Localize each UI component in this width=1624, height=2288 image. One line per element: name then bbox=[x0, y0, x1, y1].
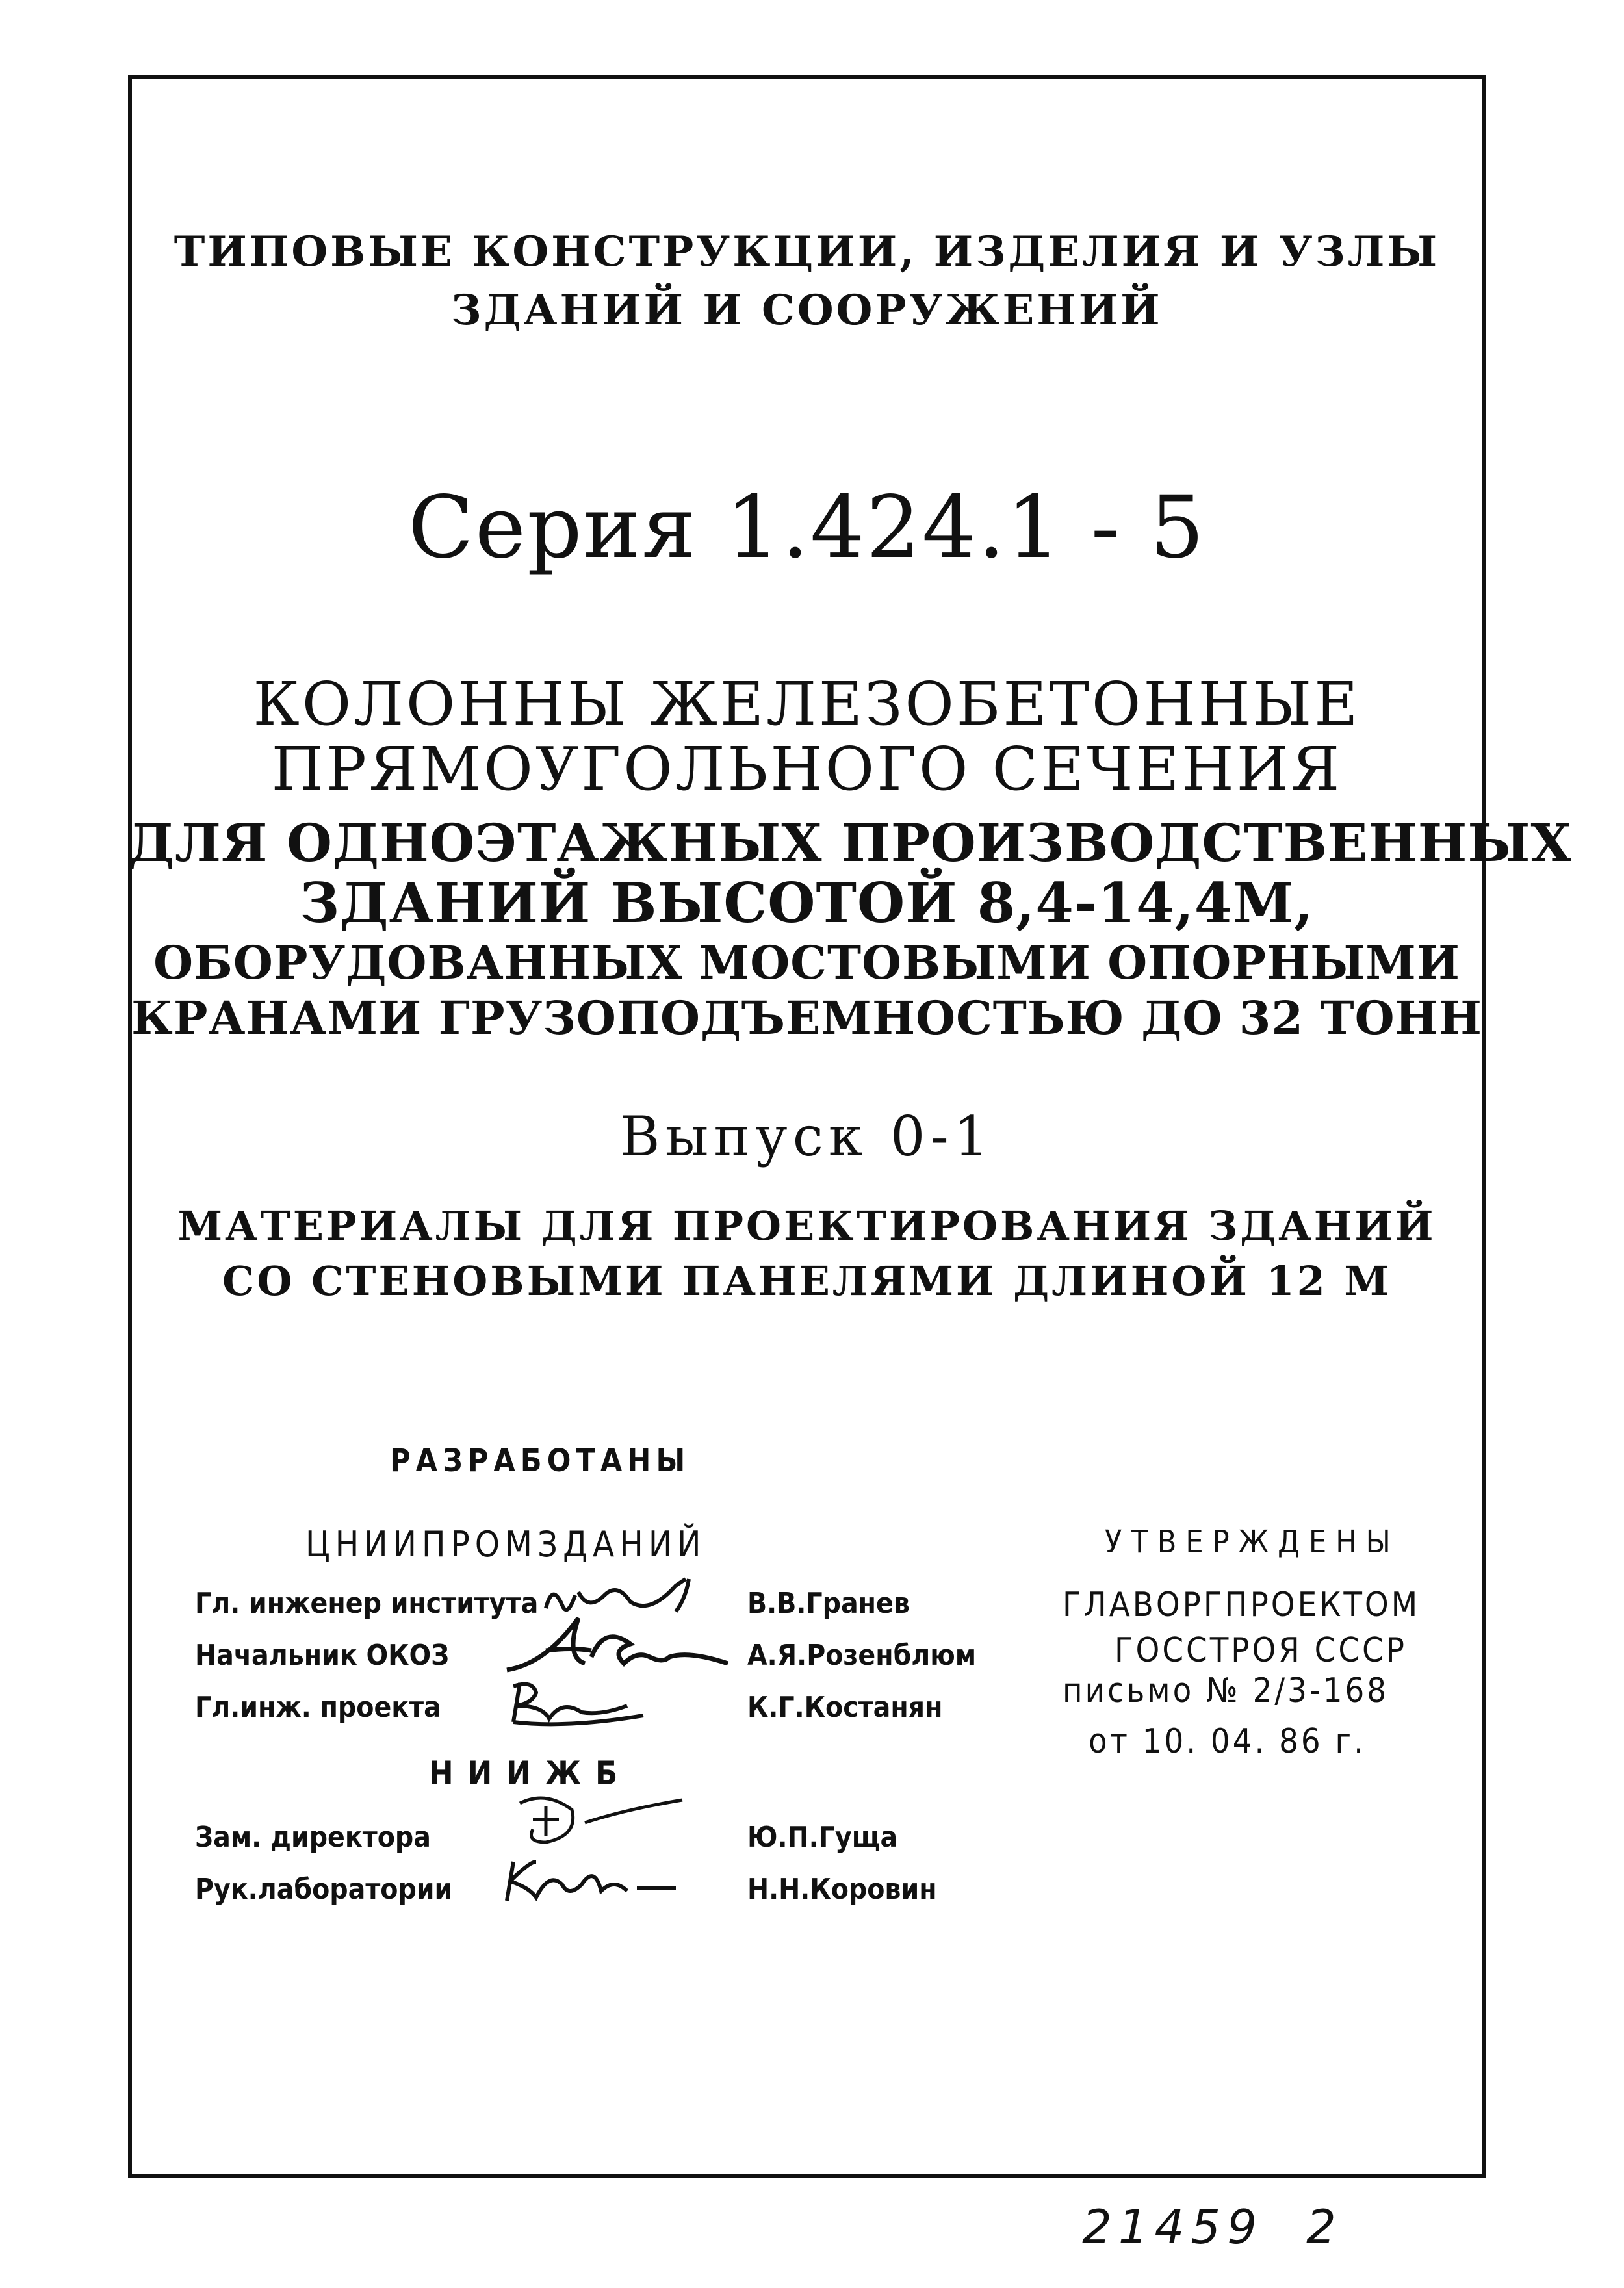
signature-korovin bbox=[494, 1849, 689, 1914]
header-line-2: ЗДАНИЙ И СООРУЖЕНИЙ bbox=[451, 286, 1163, 335]
org1-name: ЦНИИПРОМЗДАНИЙ bbox=[305, 1524, 706, 1565]
staff-role-4: Зам. директора bbox=[195, 1821, 431, 1854]
approved-line-1: ГЛАВОРГПРОЕКТОМ bbox=[1063, 1586, 1421, 1625]
staff-name-2: А.Я.Розенблюм bbox=[747, 1639, 977, 1672]
staff-role-2: Начальник ОКОЗ bbox=[195, 1639, 450, 1672]
footer-number: 21459 bbox=[1082, 2200, 1264, 2254]
staff-role-5: Рук.лаборатории bbox=[195, 1873, 453, 1906]
issue-label: Выпуск 0-1 bbox=[619, 1105, 994, 1168]
title-line-3: ДЛЯ ОДНОЭТАЖНЫХ ПРОИЗВОДСТВЕННЫХ bbox=[128, 812, 1572, 873]
staff-name-4: Ю.П.Гуща bbox=[747, 1821, 898, 1854]
staff-name-5: Н.Н.Коровин bbox=[747, 1873, 937, 1906]
title-line-4: ЗДАНИЙ ВЫСОТОЙ 8,4-14,4М, bbox=[300, 871, 1314, 935]
signature-gushcha bbox=[507, 1790, 702, 1855]
staff-role-3: Гл.инж. проекта bbox=[195, 1691, 441, 1724]
title-line-6: КРАНАМИ ГРУЗОПОДЪЕМНОСТЬЮ ДО 32 ТОНН bbox=[131, 991, 1482, 1045]
series-number: Серия 1.424.1 - 5 bbox=[407, 478, 1206, 578]
staff-role-1: Гл. инженер института bbox=[195, 1587, 539, 1620]
approved-line-3: письмо № 2/3-168 bbox=[1063, 1671, 1389, 1710]
staff-name-1: В.В.Гранев bbox=[747, 1587, 910, 1620]
org2-name: НИИЖБ bbox=[429, 1755, 632, 1792]
approved-line-2: ГОССТРОЯ СССР bbox=[1115, 1631, 1407, 1670]
title-line-5: ОБОРУДОВАННЫХ МОСТОВЫМИ ОПОРНЫМИ bbox=[153, 936, 1460, 990]
title-line-2: ПРЯМОУГОЛЬНОГО СЕЧЕНИЯ bbox=[271, 734, 1343, 804]
approved-label: УТВЕРЖДЕНЫ bbox=[1105, 1524, 1400, 1560]
footer-page: 2 bbox=[1306, 2200, 1343, 2254]
signature-kostanyan bbox=[494, 1673, 663, 1732]
header-line-1: ТИПОВЫЕ КОНСТРУКЦИИ, ИЗДЕЛИЯ И УЗЛЫ bbox=[174, 227, 1440, 276]
issue-desc-1: МАТЕРИАЛЫ ДЛЯ ПРОЕКТИРОВАНИЯ ЗДАНИЙ bbox=[177, 1202, 1436, 1250]
approved-line-4: от 10. 04. 86 г. bbox=[1089, 1722, 1366, 1761]
staff-name-3: К.Г.Костанян bbox=[747, 1691, 943, 1724]
signature-rozenblyum bbox=[500, 1612, 734, 1683]
developed-label: РАЗРАБОТАНЫ bbox=[390, 1443, 691, 1479]
issue-desc-2: СО СТЕНОВЫМИ ПАНЕЛЯМИ ДЛИНОЙ 12 М bbox=[222, 1257, 1391, 1305]
title-line-1: КОЛОННЫ ЖЕЛЕЗОБЕТОННЫЕ bbox=[253, 669, 1361, 739]
